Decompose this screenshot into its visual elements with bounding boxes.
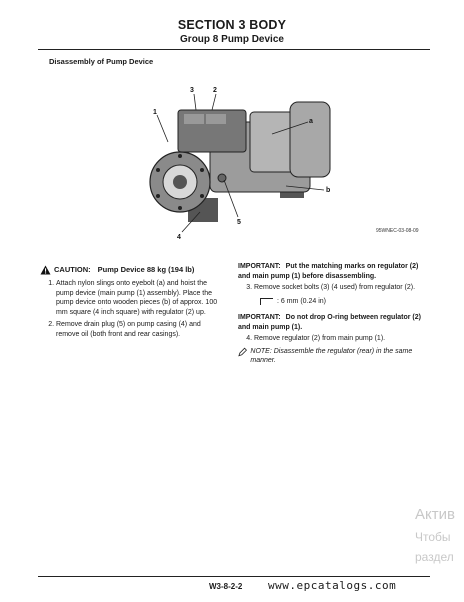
step-2: 2. Remove drain plug (5) on pump casing (4) and remove oil (both front and rear casings). [56,320,220,339]
callout-b: b [326,187,331,194]
step-4-list [238,334,428,344]
step-4: 4. Remove regulator (2) from main pump (1). [254,334,428,344]
warning-icon [40,265,51,275]
section-title: SECTION 3 BODY [177,18,287,32]
header-rule [38,49,430,50]
caution-label: CAUTION: [54,265,91,275]
topic-heading: Disassembly of Pump Device [49,57,154,66]
callout-3: 3 [190,87,194,94]
watermark-line-2: Чтобы [415,530,451,544]
right-column [238,262,428,366]
step-3-list [238,283,428,293]
page-number: W3-8-2-2 [209,582,243,591]
pump-illustration [140,82,400,242]
footer-rule [38,576,430,577]
figure-code: 95WNEC-03-08-09 [376,228,419,234]
caution-block [40,265,220,342]
caution-steps [40,279,220,339]
callout-2: 2 [213,87,217,94]
watermark-line-1: Актив [415,506,455,523]
callout-5: 5 [237,219,241,226]
important-1: IMPORTANT: Put the matching marks on regulator (2) and main pump (1) before disassembling. [238,263,419,280]
step-3: 3. Remove socket bolts (3) (4 used) from regulator (2). [254,283,428,293]
group-title: Group 8 Pump Device [180,34,284,45]
watermark-line-3: раздел [415,550,454,564]
tool-spec: : 6 mm (0.24 in) [238,297,428,307]
callout-1: 1 [153,109,157,116]
caution-heading [40,265,220,275]
note: NOTE: Disassemble the regulator (rear) in the same manner. [238,347,428,366]
pencil-icon [238,347,247,357]
hex-wrench-icon [260,298,273,305]
step-1: 1. Attach nylon slings onto eyebolt (a) and hoist the pump device (main pump (1) assembly). Place the pump device onto wooden pieces (b) of approx. 100 mm square (4 inch square) with regulator (2) up. [56,279,220,317]
caution-text: Pump Device 88 kg (194 lb) [97,265,195,275]
site-url[interactable]: www.epcatalogs.com [268,579,397,592]
important-2: IMPORTANT: Do not drop O-ring between regulator (2) and main pump (1). [238,314,421,331]
callout-4: 4 [177,234,181,241]
callout-a: a [309,118,313,125]
